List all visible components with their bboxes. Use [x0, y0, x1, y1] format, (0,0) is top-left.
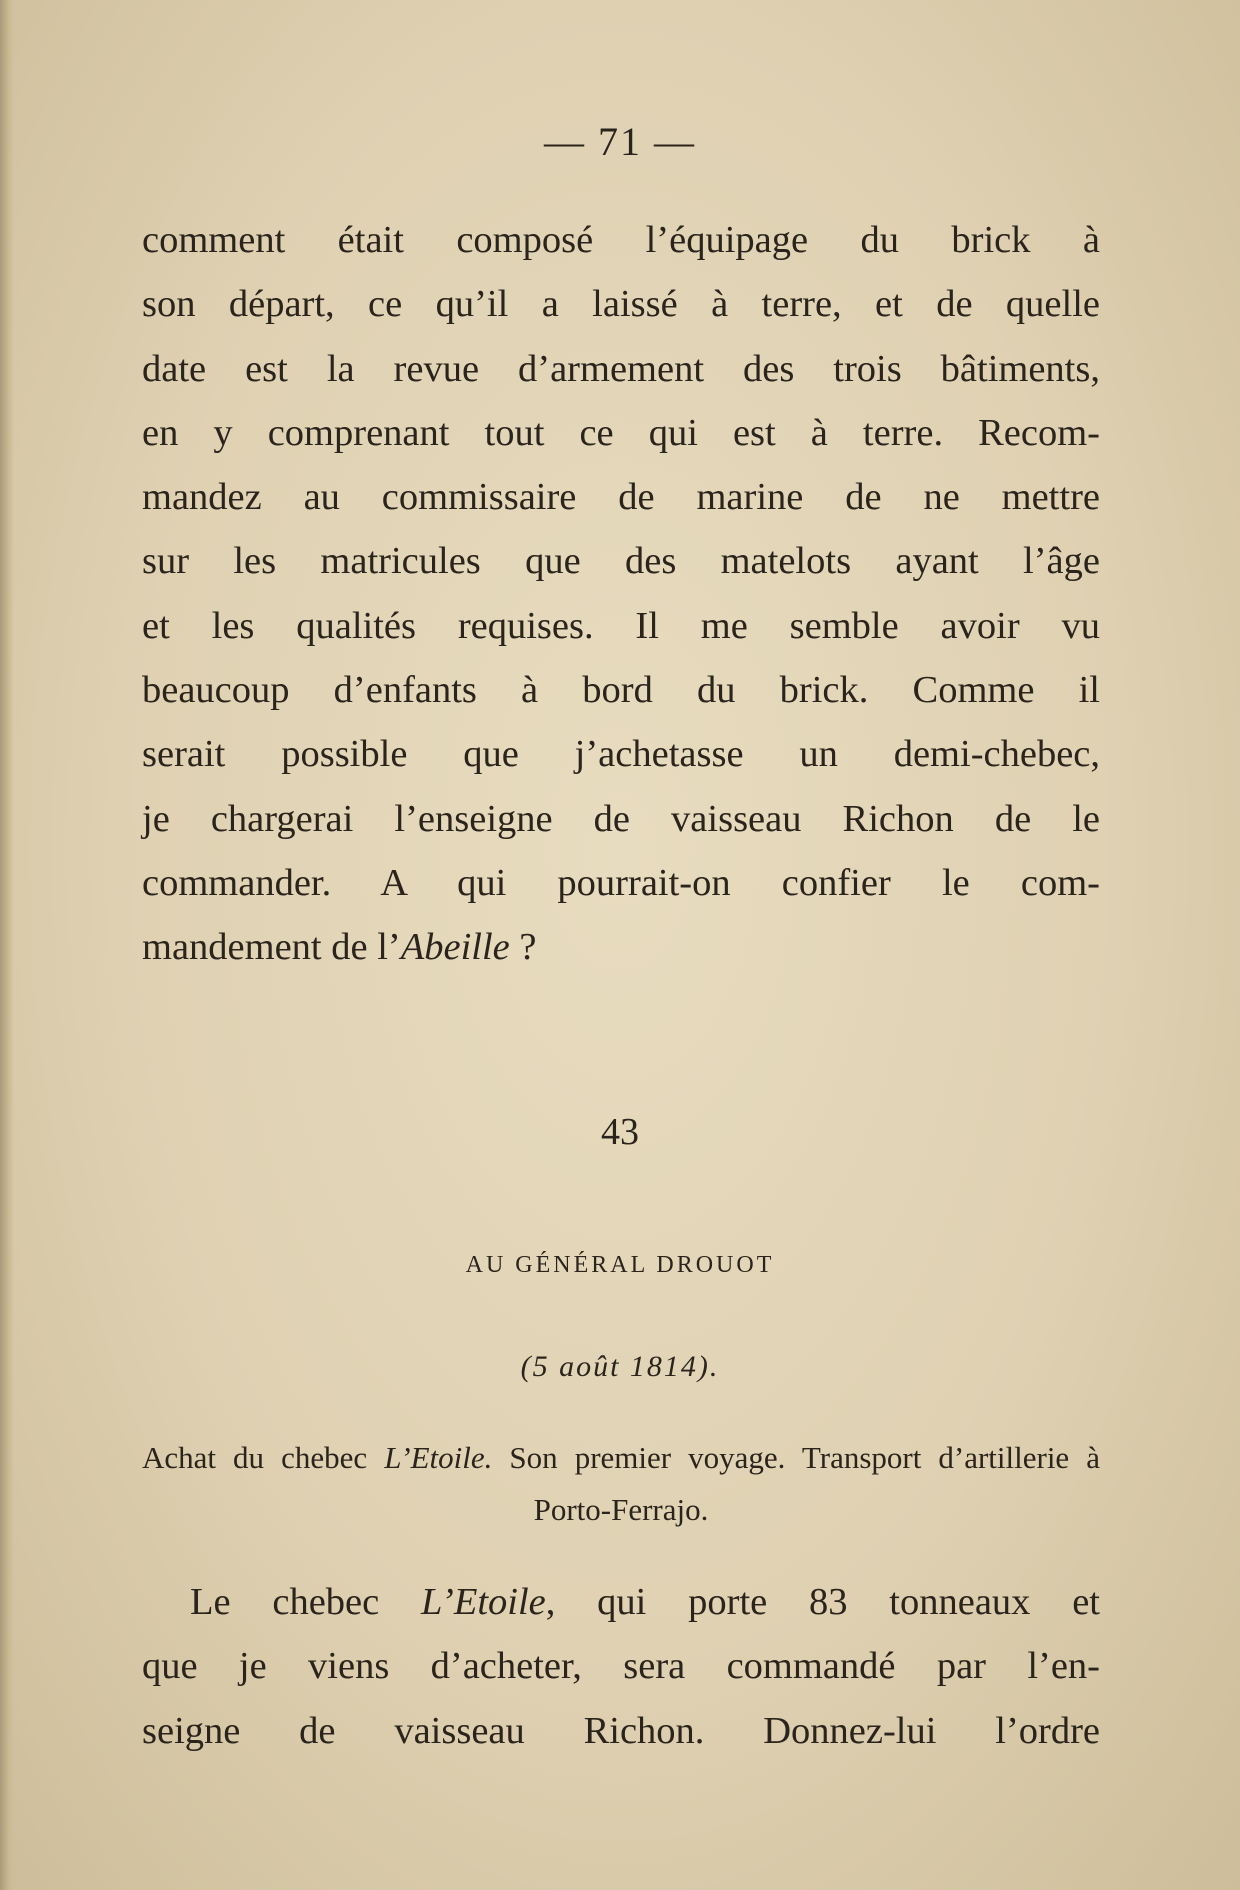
text-segment: ? [509, 926, 537, 969]
text-line: je chargerai l’enseigne de vaisseau Richon de le [142, 797, 1100, 840]
summary-segment: Son premier voyage. Transport d’artillerie à Porto-Ferrajo. [492, 1440, 1100, 1527]
page-edge-shadow [0, 0, 14, 1890]
text-line: seigne de vaisseau Richon. Donnez-lui l’ordre [142, 1709, 1100, 1752]
top-paragraph [142, 208, 1100, 980]
text-line: comment était composé l’équipage du brick à [142, 219, 1100, 261]
text-line [142, 1570, 1100, 1634]
text-segment: , qui porte 83 tonneaux et [545, 1581, 1100, 1623]
ship-name-italic: L’Etoile [421, 1581, 546, 1623]
ship-name-italic: Abeille [400, 926, 510, 969]
text-line: que je viens d’acheter, sera commandé par l’en- [142, 1645, 1100, 1688]
text-segment: Le chebec [190, 1581, 422, 1623]
text-line: commander. A qui pourrait-on confier le com- [142, 861, 1100, 904]
letter-summary [142, 1432, 1100, 1536]
text-line: et les qualités requises. Il me semble avoir vu [142, 604, 1100, 647]
letter-number: 43 [601, 1111, 639, 1153]
text-line: mandez au commissaire de marine de ne mettre [142, 476, 1100, 519]
summary-segment: Achat du chebec [142, 1440, 385, 1475]
text-line: beaucoup d’enfants à bord du brick. Comme il [142, 669, 1100, 712]
page-number: — 71 — [544, 119, 696, 164]
text-line: en y comprenant tout ce qui est à terre. Recom- [142, 411, 1100, 454]
text-segment: mandement de l’ [142, 926, 401, 969]
ship-name-italic: L’Etoile. [384, 1440, 493, 1475]
text-line: sur les matricules que des matelots ayant l’âge [142, 540, 1100, 583]
text-line: serait possible que j’achetasse un demi-chebec, [142, 733, 1100, 776]
text-line-last [142, 915, 1100, 979]
letter-addressee: AU GÉNÉRAL DROUOT [465, 1252, 775, 1278]
text-line: son départ, ce qu’il a laissé à terre, et de quelle [142, 283, 1100, 326]
letter-date: (5 août 1814). [520, 1350, 720, 1383]
bottom-paragraph [142, 1570, 1100, 1763]
text-line: date est la revue d’armement des trois bâtiments, [142, 347, 1100, 390]
